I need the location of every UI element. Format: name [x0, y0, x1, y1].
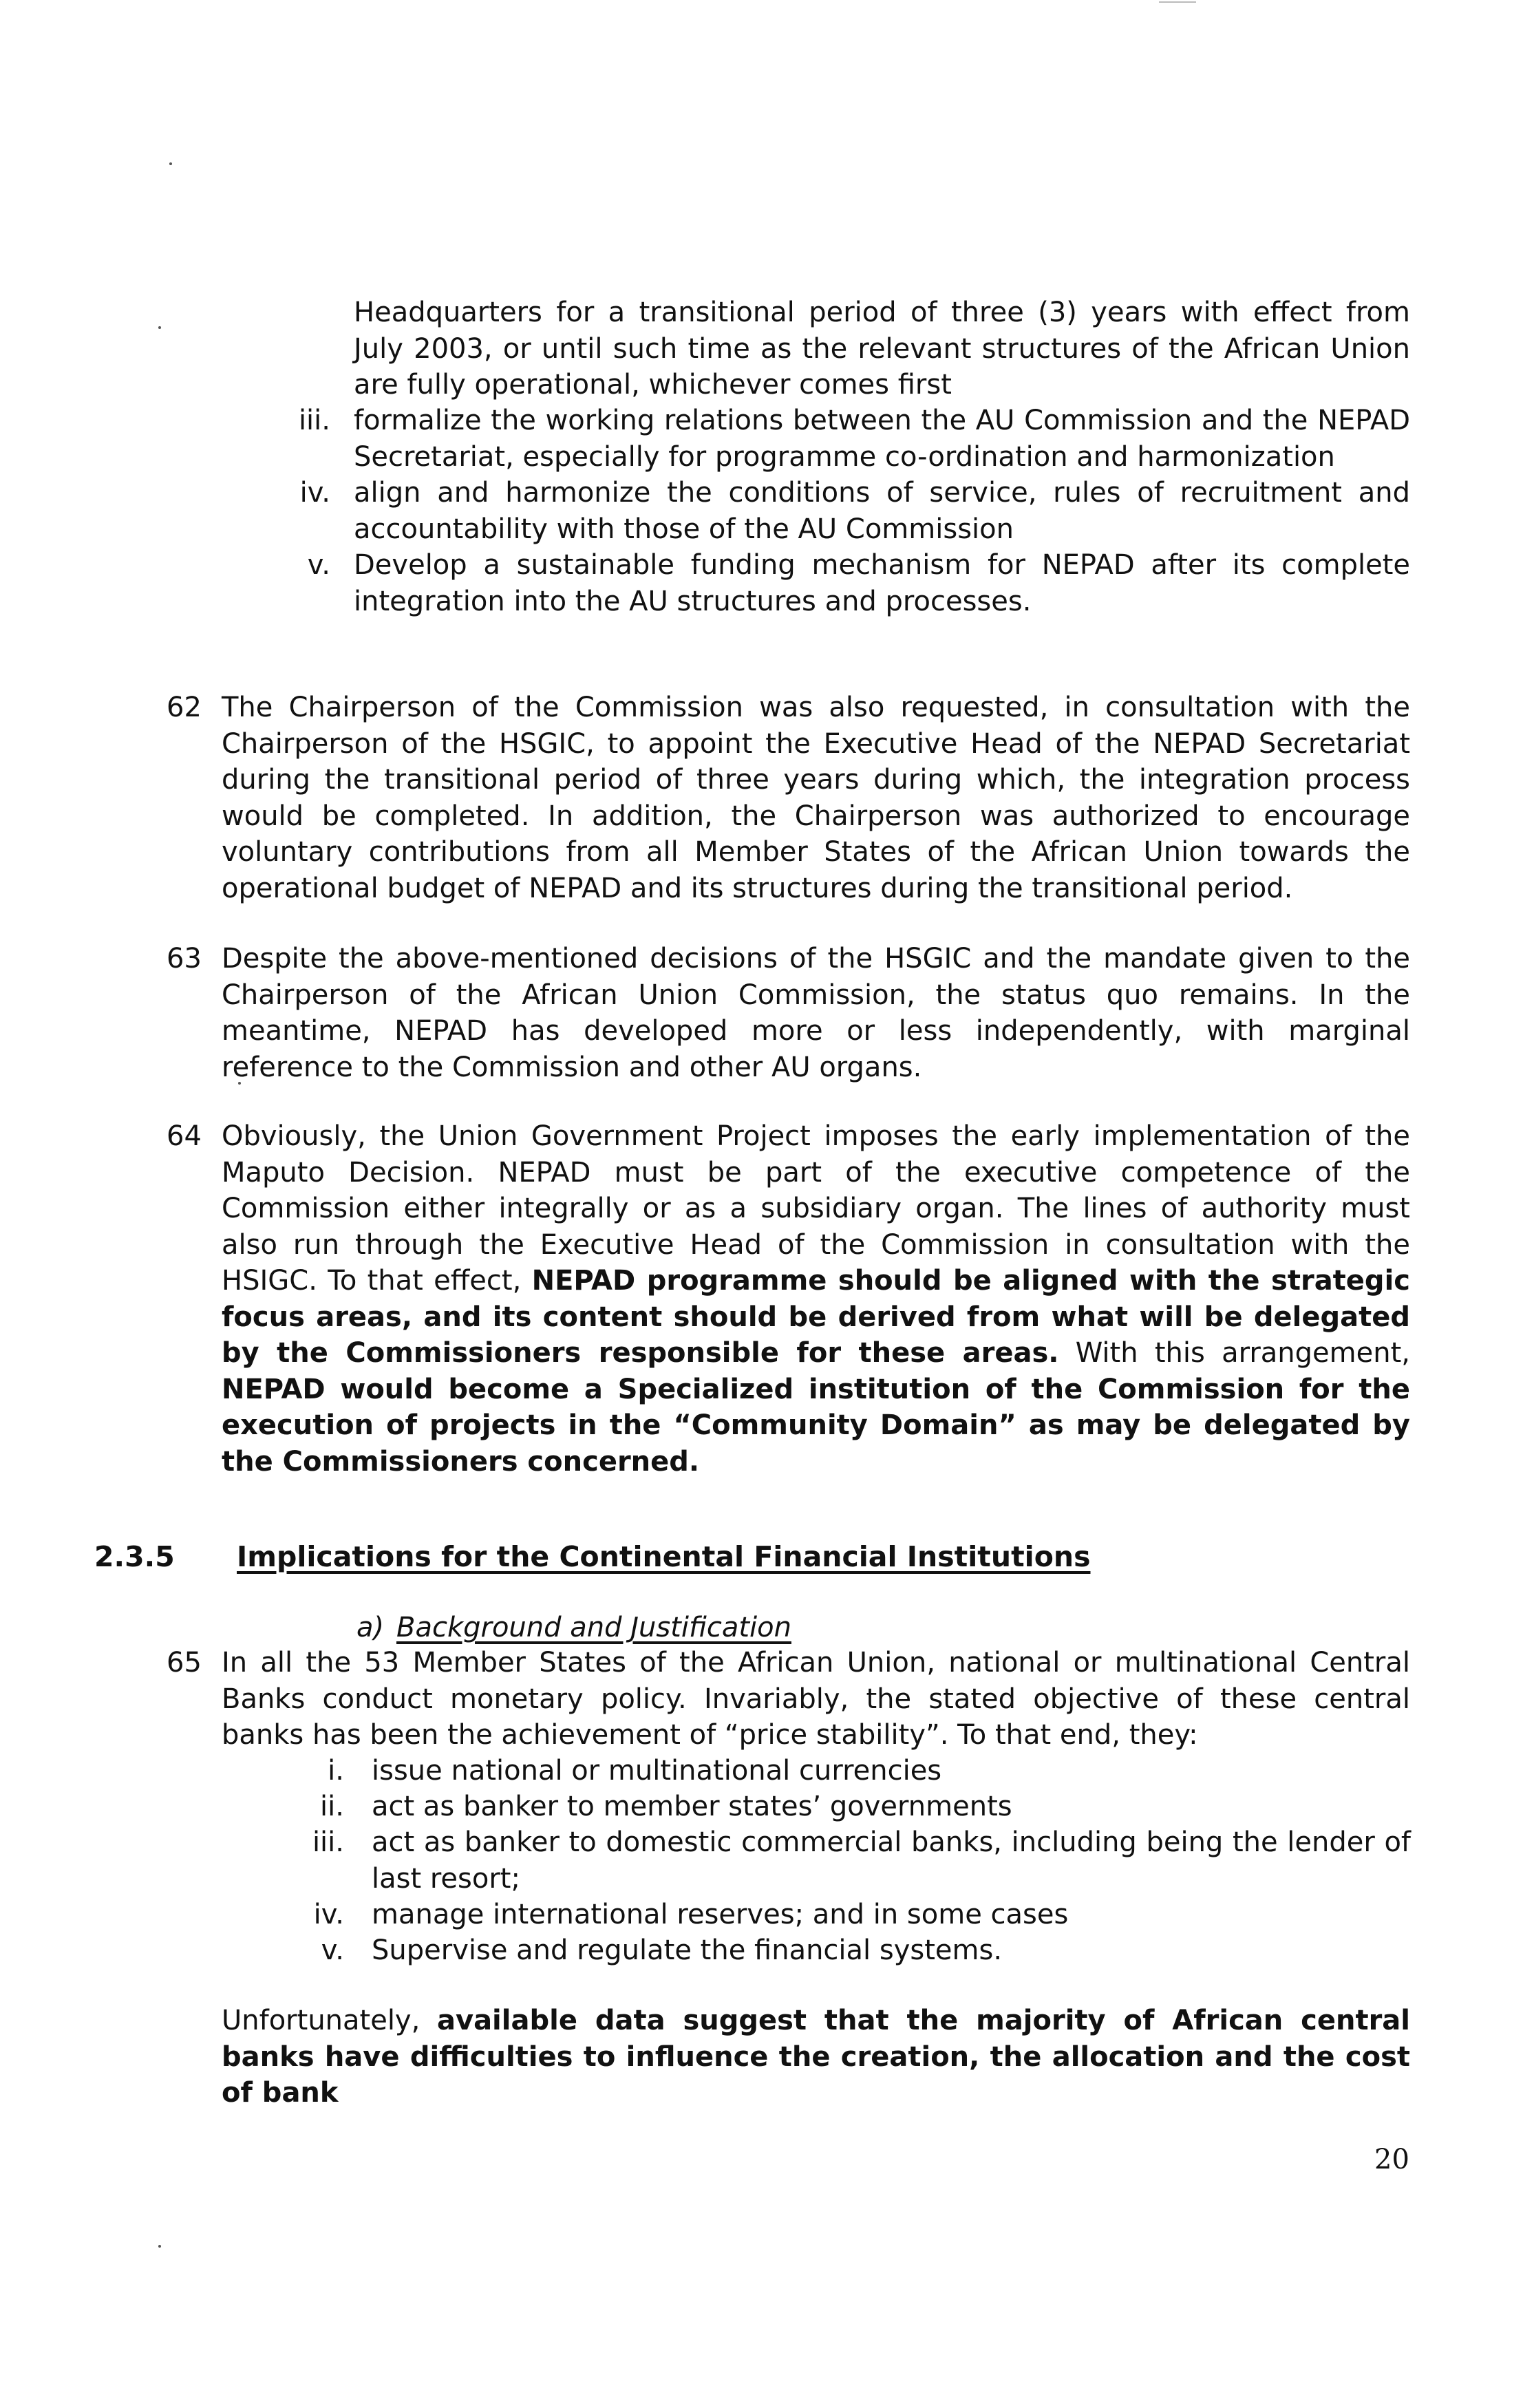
list-item: manage international reserves; and in some cases — [372, 1899, 1069, 1930]
list-marker: iii. — [312, 1826, 344, 1858]
closing-text: Unfortunately, — [222, 2005, 437, 2036]
paragraph-62: The Chairperson of the Commission was also requested, in consultation with the Chairperson of the HSGIC, to appoint the Executive Head of the NEPAD Secretariat during the transitional period of three years during which, the integration process would be completed. In addition, the Chairperson was authorized to encourage voluntary contributions from all Member States of the African Union towards the operational budget of NEPAD and its structures during the transitional period. — [222, 692, 1410, 904]
list-item: align and harmonize the conditions of service, rules of recruitment and accountability with those of the AU Commission — [354, 477, 1410, 545]
scan-speck — [158, 326, 161, 329]
paragraph-number: 64 — [167, 1120, 202, 1152]
list-marker: ii. — [320, 1791, 344, 1822]
closing-paragraph — [222, 2003, 1410, 2111]
paragraph-number: 65 — [167, 1647, 202, 1679]
list-marker: i. — [328, 1755, 344, 1787]
list-item: act as banker to member states’ governments — [372, 1791, 1012, 1822]
list-item: Develop a sustainable funding mechanism for NEPAD after its complete integration into the AU structures and processes. — [354, 549, 1410, 617]
subsection-marker: a) — [356, 1612, 385, 1643]
subsection-title: Background and Justification — [396, 1612, 791, 1643]
paragraph-64-emphasis: NEPAD would become a Specialized institution of the Commission for the execution of projects in the “Community Domain” as may be delegated by the Commissioners concerned. — [222, 1373, 1410, 1478]
paragraph-number: 63 — [167, 943, 202, 974]
page-number: 20 — [1374, 2144, 1409, 2175]
list-item-continuation: Headquarters for a transitional period of three (3) years with effect from July 2003, or until such time as the relevant structures of the African Union are fully operational, whichever comes first — [354, 297, 1410, 401]
section-title: Implications for the Continental Financial Institutions — [237, 1540, 1091, 1573]
paragraph-64-text: Obviously, the Union Government Project imposes the early implementation of the Maputo Decision. NEPAD must be part of the executive competence of the Commission either integrally or as a subsidiary organ. The lines of authority must also run through the Executive Head of the Commission in consultation with the HSIGC. To that effect, — [222, 1120, 1410, 1297]
list-item: issue national or multinational currencies — [372, 1755, 942, 1787]
scan-mark — [1159, 1, 1196, 3]
paragraph-number: 62 — [167, 692, 202, 723]
list-marker: v. — [321, 1935, 344, 1966]
list-marker: iv. — [299, 477, 330, 509]
paragraph-65: In all the 53 Member States of the African Union, national or multinational Central Banks conduct monetary policy. Invariably, the stated objective of these central banks has been the achievement of “price stability”. To that end, they: — [222, 1647, 1410, 1751]
paragraph-64-emphasis: NEPAD programme should be aligned with the strategic focus areas, and its content should be derived from what will be delegated by the Commissioners responsible for these areas. — [222, 1265, 1410, 1369]
section-number: 2.3.5 — [94, 1540, 175, 1573]
list-item: act as banker to domestic commercial banks, including being the lender of last resort; — [372, 1826, 1411, 1895]
scan-speck — [158, 2245, 161, 2248]
list-item: Supervise and regulate the financial systems. — [372, 1935, 1003, 1966]
list-marker: iv. — [313, 1899, 344, 1930]
paragraph-64 — [222, 1118, 1410, 1480]
list-item: formalize the working relations between the AU Commission and the NEPAD Secretariat, especially for programme co-ordination and harmonization — [354, 405, 1410, 473]
list-marker: v. — [307, 549, 330, 581]
closing-emphasis: available data suggest that the majority of African central banks have difficulties to influence the creation, the allocation and the cost of bank — [222, 2005, 1410, 2109]
scan-speck — [169, 162, 172, 165]
paragraph-64-text: With this arrangement, — [1058, 1337, 1410, 1369]
paragraph-63: Despite the above-mentioned decisions of the HSGIC and the mandate given to the Chairperson of the African Union Commission, the status quo remains. In the meantime, NEPAD has developed more or less independently, with marginal reference to the Commission and other AU organs. — [222, 943, 1410, 1083]
list-marker: iii. — [298, 405, 330, 436]
